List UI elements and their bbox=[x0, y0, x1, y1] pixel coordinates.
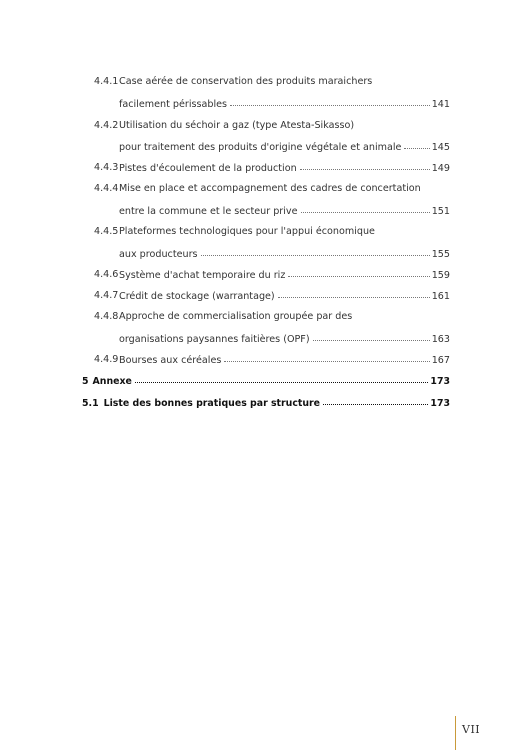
dot-leader bbox=[288, 266, 429, 277]
toc-entry-title-continued: pour traitement des produits d'origine végétale et animale bbox=[119, 142, 402, 153]
toc-entry-title: Pistes d'écoulement de la production bbox=[119, 163, 297, 174]
toc-entry-4-4-5[interactable] bbox=[0, 224, 530, 240]
toc-entry-number: 4.4.2 bbox=[94, 120, 119, 131]
toc-entry-title: Système d'achat temporaire du riz bbox=[119, 270, 286, 281]
toc-page-number: 161 bbox=[431, 291, 450, 302]
toc-entry-title-continued: organisations paysannes faitières (OPF) bbox=[119, 334, 310, 345]
toc-entry-title: Bourses aux céréales bbox=[119, 355, 222, 366]
toc-page-number: 145 bbox=[431, 142, 450, 153]
toc-entry-4-4-3[interactable] bbox=[0, 160, 530, 176]
toc-entry-number: 4.4.9 bbox=[94, 354, 119, 365]
toc-entry-title: Plateformes technologiques pour l'appui économique bbox=[119, 226, 375, 237]
toc-entry-number: 5.1 bbox=[82, 398, 99, 409]
toc-entry-number: 4.4.1 bbox=[94, 76, 119, 87]
toc-entry-title: Mise en place et accompagnement des cadres de concertation bbox=[119, 183, 421, 194]
toc-entry-4-4-8[interactable] bbox=[0, 309, 530, 325]
dot-leader bbox=[230, 95, 430, 106]
dot-leader bbox=[224, 351, 429, 362]
toc-entry-4-4-6[interactable] bbox=[0, 267, 530, 283]
toc-page-number: 173 bbox=[430, 376, 450, 387]
toc-entry-number: 5 bbox=[82, 376, 89, 387]
dot-leader bbox=[323, 394, 428, 405]
footer-rule bbox=[455, 716, 456, 750]
toc-entry-number: 4.4.4 bbox=[94, 183, 119, 194]
toc-entry-title: Utilisation du séchoir a gaz (type Atesta-Sikasso) bbox=[119, 120, 355, 131]
toc-entry-title: Crédit de stockage (warrantage) bbox=[119, 291, 275, 302]
dot-leader bbox=[313, 330, 430, 341]
toc-entry-title-continued: entre la commune et le secteur prive bbox=[119, 206, 298, 217]
toc-entry-4-4-2-continued[interactable] bbox=[0, 139, 530, 155]
toc-entry-title: Annexe bbox=[92, 376, 132, 387]
toc-entry-title-continued: facilement périssables bbox=[119, 99, 228, 110]
toc-entry-4-4-7[interactable] bbox=[0, 288, 530, 304]
toc-entry-5-annexe[interactable] bbox=[0, 373, 530, 389]
toc-page-number: 149 bbox=[431, 163, 450, 174]
toc-page-number: 163 bbox=[431, 334, 450, 345]
toc-entry-title: Case aérée de conservation des produits maraichers bbox=[119, 76, 373, 87]
toc-entry-4-4-9[interactable] bbox=[0, 352, 530, 368]
toc-entry-4-4-4-continued[interactable] bbox=[0, 203, 530, 219]
toc-entry-number: 4.4.7 bbox=[94, 290, 119, 301]
page-number: VII bbox=[462, 723, 481, 736]
dot-leader bbox=[300, 159, 430, 170]
toc-entry-4-4-8-continued[interactable] bbox=[0, 331, 530, 347]
dot-leader bbox=[278, 287, 430, 298]
toc-entry-number: 4.4.6 bbox=[94, 269, 119, 280]
toc-entry-4-4-5-continued[interactable] bbox=[0, 246, 530, 262]
dot-leader bbox=[301, 202, 430, 213]
toc-entry-4-4-1[interactable] bbox=[0, 74, 530, 90]
toc-page-number: 173 bbox=[430, 398, 450, 409]
toc-entry-title: Liste des bonnes pratiques par structure bbox=[103, 398, 321, 409]
toc-page-number: 155 bbox=[431, 249, 450, 260]
toc-page-number: 141 bbox=[431, 99, 450, 110]
toc-entry-5-1[interactable] bbox=[0, 395, 530, 411]
toc-entry-title: Approche de commercialisation groupée par des bbox=[119, 311, 353, 322]
dot-leader bbox=[404, 138, 429, 149]
toc-entry-number: 4.4.5 bbox=[94, 226, 119, 237]
toc-page-number: 167 bbox=[431, 355, 450, 366]
dot-leader bbox=[135, 372, 429, 383]
toc-entry-4-4-1-continued[interactable] bbox=[0, 96, 530, 112]
dot-leader bbox=[201, 245, 430, 256]
toc-entry-title-continued: aux producteurs bbox=[119, 249, 198, 260]
toc-entry-number: 4.4.8 bbox=[94, 311, 119, 322]
toc-entry-number: 4.4.3 bbox=[94, 162, 119, 173]
toc-entry-4-4-2[interactable] bbox=[0, 118, 530, 134]
toc-page-number: 159 bbox=[431, 270, 450, 281]
toc-entry-4-4-4[interactable] bbox=[0, 181, 530, 197]
toc-page-number: 151 bbox=[431, 206, 450, 217]
